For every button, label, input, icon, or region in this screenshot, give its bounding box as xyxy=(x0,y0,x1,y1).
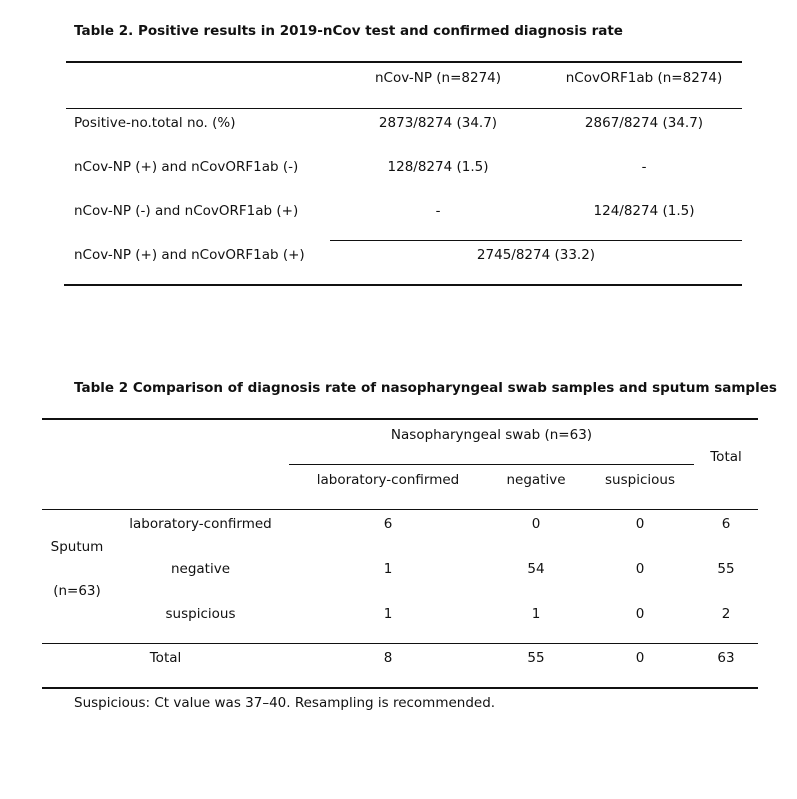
table2-cell: 0 xyxy=(531,516,541,532)
table1-cell-np: 2873/8274 (34.7) xyxy=(378,115,498,131)
table2-cell: 1 xyxy=(383,606,393,622)
table1-cell-combined: 2745/8274 (33.2) xyxy=(476,247,596,263)
table2-cell-total: 2 xyxy=(721,606,731,622)
table2-row-group-n: (n=63) xyxy=(53,583,101,599)
table1-header-np: nCov-NP (n=8274) xyxy=(374,70,502,86)
table2-footnote: Suspicious: Ct value was 37–40. Resampling is recommended. xyxy=(74,695,496,711)
table1-row-label: nCov-NP (-) and nCovORF1ab (+) xyxy=(74,203,299,219)
table2-title: Table 2 Comparison of diagnosis rate of nasopharyngeal swab samples and sputum samples xyxy=(74,380,777,396)
table1-cell-orf: - xyxy=(641,159,647,175)
table2-row-label: laboratory-confirmed xyxy=(129,516,272,532)
table2-cell-total: 6 xyxy=(721,516,731,532)
table2-cell: 1 xyxy=(383,561,393,577)
table1-title: Table 2. Positive results in 2019-nCov test and confirmed diagnosis rate xyxy=(74,23,623,39)
table2-subheader-confirmed: laboratory-confirmed xyxy=(316,472,460,488)
table1-header-rule xyxy=(66,108,742,109)
table2-cell: 0 xyxy=(635,561,645,577)
table1-row-label: Positive-no.total no. (%) xyxy=(74,115,236,131)
table2-total-header: Total xyxy=(710,449,742,465)
table2-cell: 1 xyxy=(531,606,541,622)
table1-cell-orf: 124/8274 (1.5) xyxy=(593,203,695,219)
table2-total-rule xyxy=(42,643,758,644)
table2-row-label: negative xyxy=(170,561,231,577)
table1-cell-np: 128/8274 (1.5) xyxy=(387,159,489,175)
table2-group-rule xyxy=(289,464,694,465)
table2-subheader-negative: negative xyxy=(506,472,566,488)
table1-row-label: nCov-NP (+) and nCovORF1ab (+) xyxy=(74,247,305,263)
table2-bottom-rule xyxy=(42,687,758,689)
table2-cell: 0 xyxy=(635,516,645,532)
table2-cell: 0 xyxy=(635,606,645,622)
table2-group-header: Nasopharyngeal swab (n=63) xyxy=(390,427,593,443)
table1-cell-np: - xyxy=(435,203,441,219)
table2-cell: 54 xyxy=(527,561,545,577)
table2-top-rule xyxy=(42,418,758,420)
table2-cell: 6 xyxy=(383,516,393,532)
table2-total-cell: 0 xyxy=(635,650,645,666)
table1-top-rule xyxy=(66,61,742,63)
table2-total-cell: 8 xyxy=(383,650,393,666)
table2-cell-total: 55 xyxy=(717,561,735,577)
table1-cell-orf: 2867/8274 (34.7) xyxy=(584,115,704,131)
table2-header-rule xyxy=(42,509,758,510)
table1-combined-rule xyxy=(330,240,742,241)
table2-subheader-suspicious: suspicious xyxy=(605,472,675,488)
table2-row-label: suspicious xyxy=(165,606,236,622)
table2-total-label: Total xyxy=(149,650,182,666)
table2-row-group-label: Sputum xyxy=(50,539,104,555)
table1-row-label: nCov-NP (+) and nCovORF1ab (-) xyxy=(74,159,299,175)
table2-total-cell: 55 xyxy=(527,650,545,666)
table1-header-orf: nCovORF1ab (n=8274) xyxy=(565,70,723,86)
table1-bottom-rule xyxy=(64,284,742,286)
table2-grand-total: 63 xyxy=(717,650,735,666)
